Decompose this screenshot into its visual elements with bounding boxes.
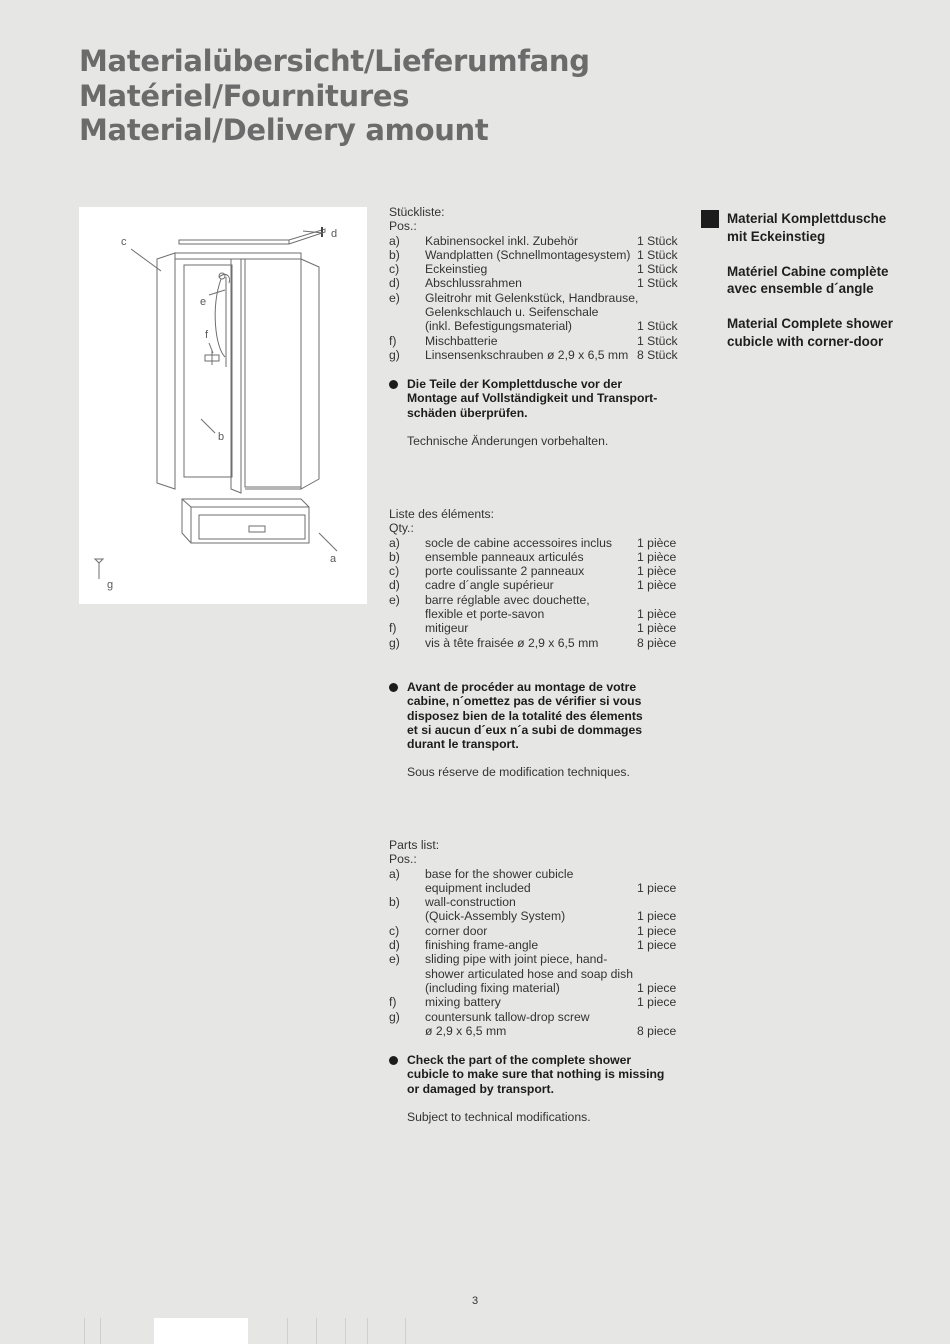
note-disclaimer: Sous réserve de modification techniques. <box>407 765 630 780</box>
item-qty: 1 Stück <box>637 247 678 262</box>
bottom-tab-strip <box>0 1318 950 1344</box>
figure-label-d: d <box>331 228 338 240</box>
item-qty: 1 pièce <box>637 549 677 564</box>
item-letter: c) <box>389 923 400 938</box>
title-line-english: Material/Delivery amount <box>79 113 489 147</box>
item-text: Mischbatterie <box>425 333 498 348</box>
item-text: cadre d´angle supérieur <box>425 578 554 593</box>
note-bold-line: et si aucun d´eux n´a subi de dommages <box>407 722 642 737</box>
item-text: sliding pipe with joint piece, hand- <box>425 952 608 967</box>
title-line-french: Matériel/Fournitures <box>79 78 410 113</box>
item-qty: 1 Stück <box>637 333 678 348</box>
tab-marker <box>154 1318 248 1344</box>
list-heading: Parts list: <box>389 838 440 852</box>
item-qty: 1 pièce <box>637 607 677 622</box>
item-qty: 1 piece <box>637 909 677 924</box>
item-letter: d) <box>389 938 400 953</box>
item-qty: 1 piece <box>637 923 677 938</box>
item-qty: 1 piece <box>637 995 677 1010</box>
item-text: (Quick-Assembly System) <box>425 909 566 924</box>
parts-list-english <box>389 838 689 1038</box>
item-text: corner door <box>425 923 488 938</box>
check-note-english <box>389 1053 689 1124</box>
item-qty: 1 pièce <box>637 564 677 579</box>
item-letter: f) <box>389 995 397 1010</box>
item-text: ø 2,9 x 6,5 mm <box>425 1023 507 1038</box>
figure-label-a: a <box>330 553 337 565</box>
item-letter: a) <box>389 233 400 248</box>
item-text: Linsensenkschrauben ø 2,9 x 6,5 mm <box>425 347 629 362</box>
item-letter: d) <box>389 276 400 291</box>
item-text: ensemble panneaux articulés <box>425 549 584 564</box>
note-bold-line: Montage auf Vollständigkeit und Transport- <box>407 391 658 406</box>
item-text: barre réglable avec douchette, <box>425 592 590 607</box>
note-bold-line: Check the part of the complete shower <box>407 1053 632 1067</box>
note-bold-line: schäden überprüfen. <box>407 405 528 420</box>
item-qty: 1 piece <box>637 880 677 895</box>
title-line-german: Materialübersicht/Lieferumfang <box>79 44 590 78</box>
list-subheading: Pos.: <box>389 219 417 234</box>
item-letter: a) <box>389 866 400 881</box>
tab-divider <box>100 1318 101 1344</box>
section-title-french: Matériel Cabine complète avec ensemble d´angle <box>727 263 889 296</box>
item-letter: e) <box>389 952 400 967</box>
note-bold-line: Die Teile der Komplettdusche vor der <box>407 377 623 391</box>
item-text: Kabinensockel inkl. Zubehör <box>425 233 579 248</box>
item-letter: g) <box>389 347 400 362</box>
figure-label-b: b <box>218 431 225 443</box>
list-heading: Liste des éléments: <box>389 507 495 521</box>
item-text: Gleitrohr mit Gelenkstück, Handbrause, <box>425 290 639 305</box>
square-marker-icon <box>701 210 719 228</box>
item-letter: e) <box>389 592 400 607</box>
item-letter: a) <box>389 535 400 550</box>
figure-label-e: e <box>200 296 207 308</box>
item-qty: 1 pièce <box>637 535 677 550</box>
item-text: flexible et porte-savon <box>425 607 545 622</box>
item-qty: 1 pièce <box>637 621 677 636</box>
note-bold-line: or damaged by transport. <box>407 1081 554 1096</box>
item-letter: e) <box>389 290 400 305</box>
note-bold-line: cabine, n´omettez pas de vérifier si vous <box>407 694 642 709</box>
note-bold-line: durant le transport. <box>407 737 519 752</box>
parts-list-french <box>389 507 689 650</box>
item-qty: 8 pièce <box>637 635 677 650</box>
shower-cubicle-illustration <box>79 207 367 604</box>
item-text: vis à tête fraisée ø 2,9 x 6,5 mm <box>425 635 599 650</box>
item-letter: d) <box>389 578 400 593</box>
item-text: mitigeur <box>425 621 469 636</box>
item-text: Abschlussrahmen <box>425 276 522 291</box>
item-letter: b) <box>389 895 400 910</box>
page-number: 3 <box>471 1295 479 1307</box>
item-letter: g) <box>389 635 400 650</box>
item-qty: 1 piece <box>637 938 677 953</box>
item-text: finishing frame-angle <box>425 938 539 953</box>
tab-divider <box>287 1318 288 1344</box>
tab-divider <box>316 1318 317 1344</box>
item-letter: c) <box>389 262 400 277</box>
bullet-icon <box>389 683 398 692</box>
tab-divider <box>345 1318 346 1344</box>
item-qty: 1 Stück <box>637 233 678 248</box>
item-text: socle de cabine accessoires inclus <box>425 535 612 550</box>
item-text: (inkl. Befestigungsmaterial) <box>425 319 572 334</box>
item-qty: 1 Stück <box>637 262 678 277</box>
item-qty: 1 Stück <box>637 276 678 291</box>
item-letter: b) <box>389 247 400 262</box>
item-qty: 1 pièce <box>637 578 677 593</box>
list-heading: Stückliste: <box>389 205 445 219</box>
figure-label-c: c <box>121 236 127 248</box>
check-note-french <box>389 680 689 780</box>
exploded-view-drawing <box>79 207 367 604</box>
tab-divider <box>405 1318 406 1344</box>
item-text: base for the shower cubicle <box>425 866 574 881</box>
item-qty: 8 piece <box>637 1023 677 1038</box>
item-letter: f) <box>389 333 397 348</box>
section-titles <box>701 210 921 368</box>
page-title <box>79 44 590 148</box>
note-disclaimer: Subject to technical modifications. <box>407 1109 591 1124</box>
item-text: (including fixing material) <box>425 980 560 995</box>
item-qty: 1 Stück <box>637 319 678 334</box>
item-text: equipment included <box>425 880 531 895</box>
item-text: porte coulissante 2 panneaux <box>425 564 585 579</box>
item-text: mixing battery <box>425 995 501 1010</box>
item-text: Wandplatten (Schnellmontagesystem) <box>425 247 631 262</box>
bullet-icon <box>389 1056 398 1065</box>
tab-divider <box>367 1318 368 1344</box>
item-letter: g) <box>389 1009 400 1024</box>
item-text: countersunk tallow-drop screw <box>425 1009 590 1024</box>
item-letter: c) <box>389 564 400 579</box>
figure-label-f: f <box>205 329 209 341</box>
note-bold-line: disposez bien de la totalité des élements <box>407 708 643 723</box>
section-title-english: Material Complete shower cubicle with corner-door <box>727 316 893 349</box>
item-letter: f) <box>389 621 397 636</box>
item-text: Eckeinstieg <box>425 262 488 277</box>
item-qty: 8 Stück <box>637 347 678 362</box>
item-qty: 1 piece <box>637 980 677 995</box>
note-disclaimer: Technische Änderungen vorbehalten. <box>407 433 609 448</box>
figure-label-g: g <box>107 579 114 591</box>
list-subheading: Qty.: <box>389 521 414 536</box>
section-title-german: Material Komplettdusche mit Eckeinstieg <box>727 211 887 244</box>
item-text: shower articulated hose and soap dish <box>425 966 633 981</box>
item-letter: b) <box>389 549 400 564</box>
list-subheading: Pos.: <box>389 852 417 867</box>
check-note-german <box>389 377 689 448</box>
note-bold-line: cubicle to make sure that nothing is missing <box>407 1067 665 1082</box>
bullet-icon <box>389 380 398 389</box>
item-text: Gelenkschlauch u. Seifenschale <box>425 305 599 320</box>
tab-divider <box>84 1318 85 1344</box>
item-text: wall-construction <box>425 895 516 910</box>
note-bold-line: Avant de procéder au montage de votre <box>407 680 637 694</box>
parts-list-german <box>389 205 689 362</box>
